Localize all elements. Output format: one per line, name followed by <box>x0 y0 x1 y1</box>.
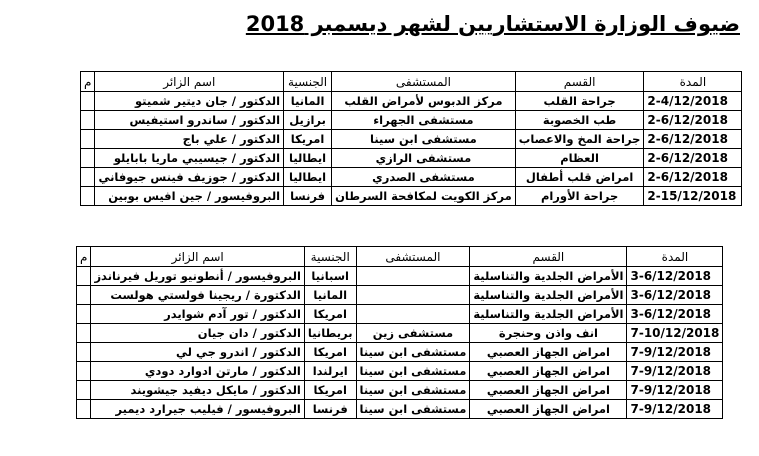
hospital-cell: مركز الدبوس لأمراض القلب <box>332 92 516 111</box>
duration-cell: 3-6/12/2018 <box>627 267 723 286</box>
visitor-cell: الدكتور / ساندرو استيفيس <box>95 111 284 130</box>
nationality-cell: المانيا <box>304 286 356 305</box>
visitor-cell: الدكتور / تور آدم شوايدر <box>91 305 304 324</box>
table-row <box>81 130 742 149</box>
hospital-cell: مستشفى الجهراء <box>332 111 516 130</box>
table-row <box>81 92 742 111</box>
header-visitor: اسم الزائر <box>91 247 304 267</box>
hospital-cell <box>356 305 470 324</box>
nationality-cell: فرنسا <box>304 400 356 419</box>
department-cell: الأمراض الجلدية والتناسلية <box>470 286 627 305</box>
nationality-cell: ايطاليا <box>284 149 332 168</box>
table-row <box>77 267 723 286</box>
nationality-cell: امريكا <box>304 343 356 362</box>
table-row <box>77 362 723 381</box>
nationality-cell: المانيا <box>284 92 332 111</box>
header-hospital: المستشفى <box>356 247 470 267</box>
hospital-cell <box>356 286 470 305</box>
nationality-cell: امريكا <box>304 305 356 324</box>
visitor-cell: الدكتور / جان ديتير شميتو <box>95 92 284 111</box>
duration-cell: 7-10/12/2018 <box>627 324 723 343</box>
hospital-cell: مستشفى ابن سينا <box>356 362 470 381</box>
visitor-cell: البروفيسور / فيليب جيرارد ديمير <box>91 400 304 419</box>
table-row <box>81 149 742 168</box>
department-cell: امراض قلب أطفال <box>515 168 644 187</box>
table-row <box>77 324 723 343</box>
department-cell: امراض الجهاز العصبي <box>470 343 627 362</box>
hospital-cell: مستشفى ابن سينا <box>356 343 470 362</box>
header-duration: المدة <box>627 247 723 267</box>
duration-cell: 3-6/12/2018 <box>627 305 723 324</box>
duration-cell: 2-6/12/2018 <box>644 111 742 130</box>
table-header-row <box>77 247 723 267</box>
visitor-cell: البروفيسور / أنطونيو توريل فيرناندز <box>91 267 304 286</box>
department-cell: جراحة الأورام <box>515 187 644 206</box>
department-cell: العظام <box>515 149 644 168</box>
visitor-cell: الدكتور / جوزيف فينس جيوفاني <box>95 168 284 187</box>
nationality-cell: امريكا <box>304 381 356 400</box>
nationality-cell: ايطاليا <box>284 168 332 187</box>
header-duration: المدة <box>644 72 742 92</box>
visitor-cell: الدكتور / مايكل ديفيد جيشويند <box>91 381 304 400</box>
table-header-row <box>81 72 742 92</box>
table-row <box>77 381 723 400</box>
nationality-cell: امريكا <box>284 130 332 149</box>
nationality-cell: بريطانيا <box>304 324 356 343</box>
visitor-cell: الدكتور / جيسيبي ماريا بابايلو <box>95 149 284 168</box>
visitor-cell: الدكتور / دان جيان <box>91 324 304 343</box>
visitor-cell: البروفيسور / جين افيس بوبين <box>95 187 284 206</box>
department-cell: امراض الجهاز العصبي <box>470 381 627 400</box>
hospital-cell: مستشفى ابن سينا <box>356 400 470 419</box>
department-cell: طب الخصوبة <box>515 111 644 130</box>
hospital-cell: مركز الكويت لمكافحة السرطان <box>332 187 516 206</box>
header-hospital: المستشفى <box>332 72 516 92</box>
hospital-cell: مستشفى الصدري <box>332 168 516 187</box>
hospital-cell: مستشفى زين <box>356 324 470 343</box>
visitor-cell: الدكتور / علي باج <box>95 130 284 149</box>
visitor-cell: الدكتورة / ريجينا فولستي هولست <box>91 286 304 305</box>
table-row <box>81 111 742 130</box>
table-row <box>77 305 723 324</box>
nationality-cell: ايرلندا <box>304 362 356 381</box>
header-nationality: الجنسية <box>304 247 356 267</box>
header-visitor: اسم الزائر <box>95 72 284 92</box>
duration-cell: 2-15/12/2018 <box>644 187 742 206</box>
duration-cell: 2-6/12/2018 <box>644 130 742 149</box>
header-nationality: الجنسية <box>284 72 332 92</box>
duration-cell: 7-9/12/2018 <box>627 400 723 419</box>
header-index: م <box>77 247 91 267</box>
header-department: القسم <box>515 72 644 92</box>
department-cell: الأمراض الجلدية والتناسلية <box>470 305 627 324</box>
visitor-cell: الدكتور / مارتن ادوارد دودي <box>91 362 304 381</box>
duration-cell: 3-6/12/2018 <box>627 286 723 305</box>
visitors-table-2 <box>76 246 723 419</box>
department-cell: الأمراض الجلدية والتناسلية <box>470 267 627 286</box>
table-row <box>77 343 723 362</box>
hospital-cell: مستشفى الرازي <box>332 149 516 168</box>
nationality-cell: فرنسا <box>284 187 332 206</box>
table-row <box>81 187 742 206</box>
department-cell: امراض الجهاز العصبي <box>470 362 627 381</box>
nationality-cell: برازيل <box>284 111 332 130</box>
hospital-cell <box>356 267 470 286</box>
page-title: ضيوف الوزارة الاستشاريين لشهر ديسمبر 2018 <box>245 12 740 36</box>
duration-cell: 7-9/12/2018 <box>627 381 723 400</box>
nationality-cell: اسبانيا <box>304 267 356 286</box>
visitor-cell: الدكتور / اندرو جي لي <box>91 343 304 362</box>
hospital-cell: مستشفى ابن سينا <box>332 130 516 149</box>
table-row <box>77 400 723 419</box>
duration-cell: 7-9/12/2018 <box>627 362 723 381</box>
visitors-table-1 <box>80 71 742 206</box>
header-department: القسم <box>470 247 627 267</box>
duration-cell: 2-4/12/2018 <box>644 92 742 111</box>
duration-cell: 7-9/12/2018 <box>627 343 723 362</box>
hospital-cell: مستشفى ابن سينا <box>356 381 470 400</box>
department-cell: انف واذن وحنجرة <box>470 324 627 343</box>
duration-cell: 2-6/12/2018 <box>644 168 742 187</box>
table-row <box>81 168 742 187</box>
department-cell: جراحة القلب <box>515 92 644 111</box>
department-cell: امراض الجهاز العصبي <box>470 400 627 419</box>
header-index: م <box>81 72 95 92</box>
table-row <box>77 286 723 305</box>
duration-cell: 2-6/12/2018 <box>644 149 742 168</box>
department-cell: جراحة المخ والاعصاب <box>515 130 644 149</box>
